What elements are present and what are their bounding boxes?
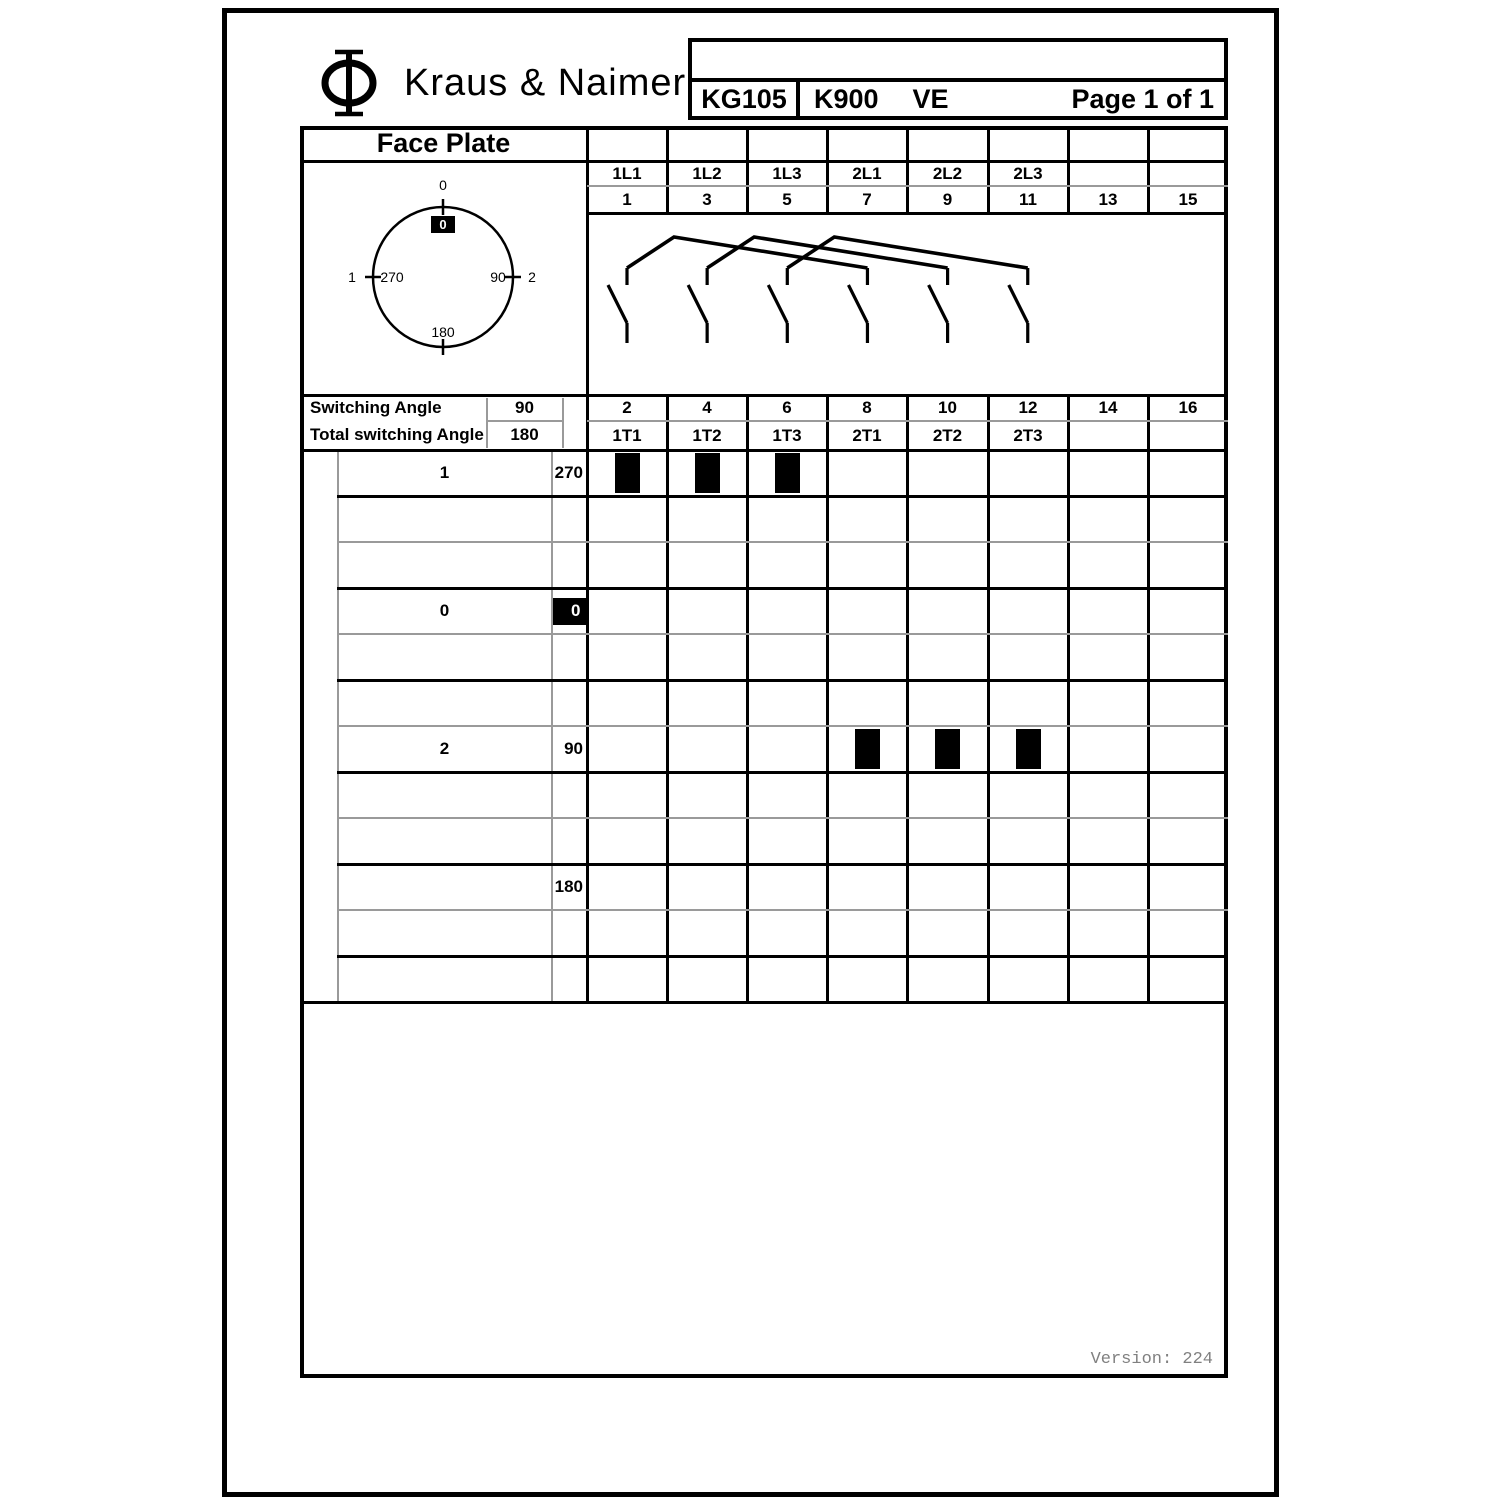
type-code: KG105 bbox=[692, 82, 800, 116]
brand-name: Kraus & Naimer bbox=[404, 61, 687, 104]
grid-line bbox=[746, 395, 749, 1002]
contact-top-number: 7 bbox=[862, 189, 872, 209]
grid-line bbox=[300, 1001, 1228, 1004]
contact-top-number: 3 bbox=[702, 189, 712, 209]
contact-top-number: 1 bbox=[622, 189, 632, 209]
contact-bottom-label: 1T3 bbox=[772, 425, 802, 445]
contact-bottom-number: 14 bbox=[1098, 398, 1118, 417]
contact-blade bbox=[608, 285, 627, 323]
contact-bottom-label: 2T3 bbox=[1013, 425, 1043, 445]
contact-top-label: 2L2 bbox=[932, 163, 963, 183]
title-block-right-cell bbox=[800, 84, 1224, 115]
row-angle-label: 180 bbox=[554, 877, 583, 896]
contact-bottom-label: 2T1 bbox=[852, 425, 882, 445]
contact-top-label: 1L3 bbox=[772, 163, 802, 183]
grid-line bbox=[337, 679, 1228, 682]
row-position-label: 0 bbox=[439, 601, 450, 620]
grid-line bbox=[987, 395, 990, 1002]
switching-angle-label: Switching Angle bbox=[310, 398, 442, 417]
contact-bottom-label: 2T2 bbox=[932, 425, 963, 445]
contact-top-number: 9 bbox=[942, 189, 953, 209]
grid-line bbox=[337, 817, 1228, 819]
contact-closed-mark bbox=[775, 453, 800, 493]
contact-bottom-label: 1T2 bbox=[692, 425, 722, 445]
grid-line bbox=[906, 395, 909, 1002]
contact-bottom-number: 12 bbox=[1018, 398, 1038, 417]
contact-closed-mark bbox=[855, 729, 880, 769]
version-label: Version: 224 bbox=[1090, 1350, 1213, 1369]
row-position-label: 2 bbox=[439, 739, 450, 758]
contact-top-label: 1L1 bbox=[612, 163, 642, 183]
dial-label-left-outer: 1 bbox=[348, 269, 356, 285]
contact-closed-mark bbox=[695, 453, 720, 493]
row-angle-label: 90 bbox=[564, 739, 583, 758]
contact-closed-mark bbox=[1016, 729, 1041, 769]
dial-label-right-outer: 2 bbox=[528, 269, 536, 285]
contact-top-label: 2L1 bbox=[852, 163, 882, 183]
grid-line bbox=[337, 863, 1228, 866]
grid-line bbox=[666, 395, 669, 1002]
contact-blade bbox=[688, 285, 707, 323]
grid-line bbox=[486, 420, 564, 422]
contact-top-number: 13 bbox=[1098, 189, 1118, 209]
contact-bottom-label: 1T1 bbox=[612, 425, 642, 445]
contact-closed-mark bbox=[935, 729, 960, 769]
total-switching-angle-value: 180 bbox=[510, 425, 539, 444]
switching-angle-value: 90 bbox=[515, 398, 534, 417]
grid-line bbox=[337, 955, 1228, 958]
grid-line bbox=[337, 909, 1228, 911]
dial-label-left-inner: 270 bbox=[380, 269, 404, 285]
contact-bottom-number: 10 bbox=[938, 398, 957, 417]
dial-label-bottom-inner: 180 bbox=[431, 324, 455, 340]
contact-top-number: 11 bbox=[1019, 189, 1037, 209]
contact-top-label: 1L2 bbox=[692, 163, 722, 183]
brand-logo bbox=[320, 46, 686, 120]
grid-line bbox=[586, 126, 589, 1002]
contact-blade bbox=[768, 285, 787, 323]
series-code: K900 bbox=[814, 83, 879, 114]
grid-line bbox=[337, 541, 1228, 543]
contact-top-number: 5 bbox=[782, 189, 792, 209]
title-block bbox=[688, 38, 1228, 120]
grid-line bbox=[562, 398, 564, 448]
variant-code: VE bbox=[912, 83, 949, 114]
dial-marker-label: 0 bbox=[439, 217, 447, 232]
contact-blade bbox=[929, 285, 948, 323]
contact-top-label: 2L3 bbox=[1013, 163, 1043, 183]
contact-closed-mark bbox=[615, 453, 640, 493]
contact-bottom-number: 4 bbox=[702, 398, 712, 417]
contact-bottom-number: 6 bbox=[782, 398, 792, 417]
row-angle-marker: 0 bbox=[553, 598, 586, 625]
contact-bottom-number: 8 bbox=[862, 398, 872, 417]
contact-schematic bbox=[587, 213, 1228, 395]
contact-top-number: 15 bbox=[1178, 189, 1198, 209]
grid-line bbox=[826, 395, 829, 1002]
phi-icon bbox=[320, 47, 378, 119]
title-block-row bbox=[692, 82, 1224, 116]
page-indicator: Page 1 of 1 bbox=[1071, 83, 1214, 114]
switch-dial bbox=[300, 161, 587, 395]
contact-blade bbox=[848, 285, 867, 323]
row-angle-label: 270 bbox=[554, 463, 583, 482]
grid-line bbox=[486, 398, 488, 448]
grid-line bbox=[1147, 395, 1150, 1002]
grid-line bbox=[1067, 395, 1070, 1002]
dial-label-top-outer: 0 bbox=[439, 177, 447, 193]
contact-blade bbox=[1009, 285, 1028, 323]
contact-bottom-number: 2 bbox=[622, 398, 632, 417]
total-switching-angle-label: Total switching Angle bbox=[310, 424, 484, 444]
row-position-label: 1 bbox=[439, 463, 450, 482]
face-plate-title: Face Plate bbox=[376, 128, 511, 158]
title-block-empty-row bbox=[692, 42, 1224, 82]
dial-label-right-inner: 90 bbox=[490, 269, 506, 285]
contact-bottom-number: 16 bbox=[1178, 398, 1198, 417]
